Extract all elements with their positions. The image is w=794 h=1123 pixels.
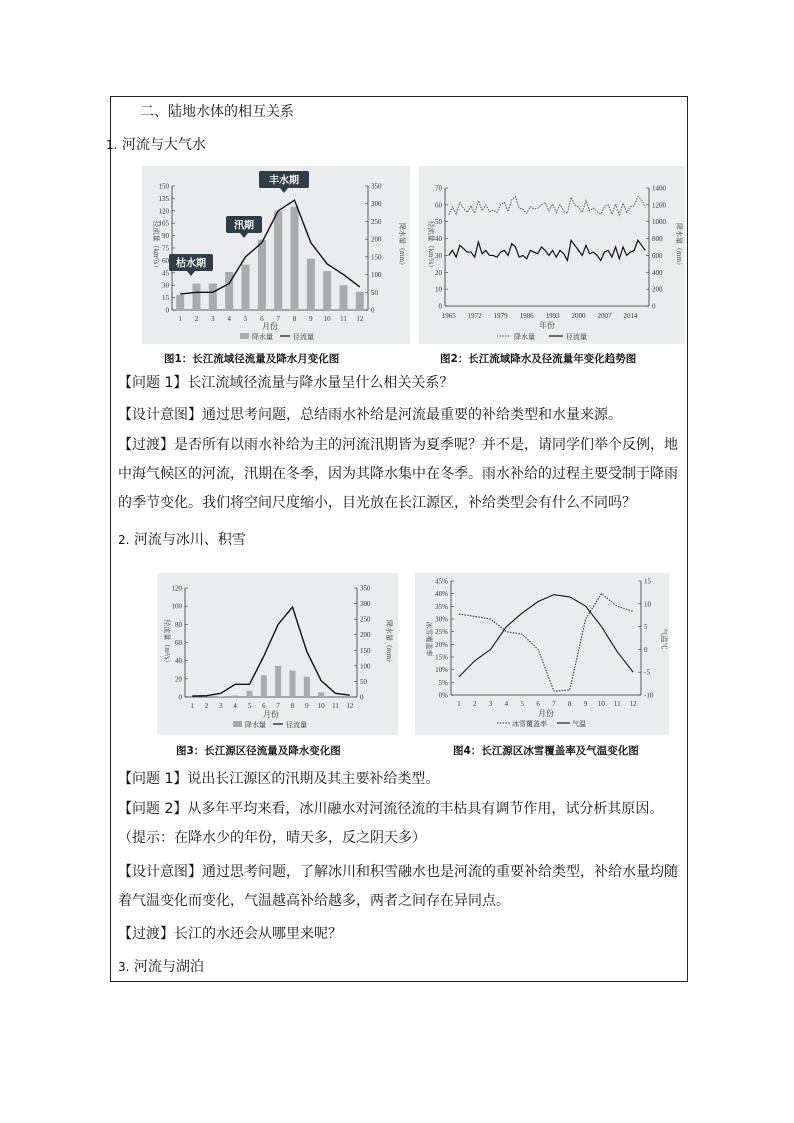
left-tick-label: 80 bbox=[175, 620, 182, 629]
label-wet-season: 丰水期 bbox=[269, 175, 299, 187]
label-flood-season: 汛期 bbox=[234, 220, 254, 232]
precip-bar bbox=[176, 295, 184, 310]
precip-bar bbox=[318, 692, 324, 697]
y-left-label: 径流量（km³/s） bbox=[152, 220, 160, 272]
left-tick-label: 60 bbox=[435, 201, 442, 210]
left-tick-label: 30% bbox=[435, 615, 448, 624]
legend-runoff-label: 径流量 bbox=[293, 333, 314, 341]
precip-bar bbox=[242, 265, 250, 310]
x-tick-label: 3 bbox=[488, 700, 493, 708]
left-tick-label: 40 bbox=[435, 235, 442, 244]
precip-bar bbox=[356, 292, 364, 310]
x-tick-label: 12 bbox=[346, 702, 354, 710]
right-tick-label: -10 bbox=[644, 691, 654, 700]
x-tick-label: 9 bbox=[309, 315, 313, 323]
left-tick-label: 20 bbox=[175, 675, 182, 684]
x-tick-label: 6 bbox=[262, 702, 266, 710]
left-tick-label: 15 bbox=[162, 294, 169, 303]
x-tick-label: 4 bbox=[504, 700, 509, 708]
y-right-label: 降水量（mm） bbox=[385, 620, 393, 666]
left-tick-label: 60 bbox=[175, 639, 182, 647]
x-tick-label: 7 bbox=[276, 702, 280, 710]
legend-ice-label: 冰雪覆盖率 bbox=[512, 720, 547, 728]
x-tick-label: 3 bbox=[211, 315, 215, 323]
y-right-label: 降水量（mm） bbox=[398, 223, 406, 269]
left-tick-label: 45% bbox=[435, 577, 448, 586]
question-2-paragraph: 【问题 2】从多年平均来看，冰川融水对河流径流的丰枯具有调节作用，试分析其原因。（提示：在降水少的年份，晴天多，反之阴天多） bbox=[118, 801, 664, 846]
right-tick-label: 1400 bbox=[652, 184, 666, 193]
left-tick-label: 30 bbox=[435, 251, 442, 260]
precip-bar bbox=[193, 284, 201, 310]
figure-4-chart bbox=[415, 573, 669, 735]
x-axis-label: 月份 bbox=[263, 710, 279, 719]
right-tick-label: 250 bbox=[371, 217, 382, 226]
x-tick-label: 10 bbox=[317, 702, 325, 710]
right-tick-label: 0 bbox=[644, 645, 648, 654]
question-1-source-paragraph: 【问题 1】说出长江源区的汛期及其主要补给类型。 bbox=[118, 771, 440, 787]
left-tick-label: 150 bbox=[158, 182, 169, 191]
precip-bar bbox=[218, 696, 224, 697]
x-tick-label: 2 bbox=[194, 315, 199, 323]
x-tick-label: 5 bbox=[520, 700, 524, 708]
precip-bar bbox=[323, 271, 331, 310]
legend-temp-label: 气温 bbox=[572, 720, 586, 728]
x-tick-label: 1 bbox=[190, 702, 194, 710]
x-tick-label: 10 bbox=[323, 315, 331, 323]
legend-runoff-label: 径流量 bbox=[566, 333, 587, 341]
subsection-3-heading: 3. 河流与湖泊 bbox=[118, 959, 204, 975]
x-tick-label: 4 bbox=[233, 702, 237, 710]
right-tick-label: 10 bbox=[644, 600, 651, 609]
left-tick-label: 90 bbox=[162, 232, 169, 241]
precip-bar bbox=[291, 207, 299, 310]
right-tick-label: 100 bbox=[371, 271, 382, 280]
right-tick-label: 200 bbox=[652, 285, 663, 294]
precip-bar bbox=[232, 695, 238, 697]
right-tick-label: 15 bbox=[644, 577, 651, 586]
x-tick-label: 6 bbox=[536, 700, 540, 708]
precip-bar bbox=[247, 691, 253, 697]
right-tick-label: 0 bbox=[652, 302, 656, 311]
right-tick-label: 300 bbox=[360, 600, 371, 609]
x-tick-label: 11 bbox=[613, 700, 621, 708]
design-intent-paragraph: 【设计意图】通过思考问题，总结雨水补给是河流最重要的补给类型和水量来源。 bbox=[118, 407, 622, 423]
left-tick-label: 100 bbox=[171, 602, 182, 611]
legend-precip-swatch bbox=[240, 333, 249, 339]
precip-bar bbox=[258, 240, 266, 310]
x-tick-label: 1 bbox=[457, 700, 461, 708]
left-tick-label: 60 bbox=[162, 256, 169, 265]
y-right-label: 气温℃ bbox=[660, 628, 668, 650]
right-tick-label: 600 bbox=[652, 251, 663, 260]
x-tick-label: 1986 bbox=[519, 312, 534, 320]
y-left-label: 径流量（km³/s） bbox=[427, 220, 435, 272]
x-tick-label: 7 bbox=[276, 315, 280, 323]
x-tick-label: 2007 bbox=[597, 312, 612, 320]
left-tick-label: 0 bbox=[438, 302, 442, 311]
x-tick-label: 12 bbox=[629, 700, 637, 708]
x-tick-label: 8 bbox=[292, 315, 297, 323]
left-tick-label: 135 bbox=[158, 194, 169, 203]
left-tick-label: 120 bbox=[158, 207, 169, 216]
precip-bar bbox=[340, 285, 348, 310]
x-axis-label: 月份 bbox=[538, 709, 554, 718]
x-axis-label: 年份 bbox=[539, 321, 555, 330]
precip-bar bbox=[304, 677, 310, 697]
x-tick-label: 11 bbox=[340, 315, 347, 323]
legend-runoff-label: 径流量 bbox=[286, 721, 307, 729]
left-tick-label: 0 bbox=[165, 306, 169, 315]
x-tick-label: 5 bbox=[243, 315, 248, 323]
left-tick-label: 45 bbox=[162, 269, 169, 278]
transition-paragraph: 【过渡】是否所有以雨水补给为主的河流汛期皆为夏季呢？并不是，请同学们举个反例，地中海气候区的河流，汛期在冬季，因为其降水集中在冬季。雨水补给的过程主要受制于降雨的季节变化。我们将空间尺度缩小，目光放在长江源区，补给类型会有什么不同吗？ bbox=[118, 437, 678, 511]
x-tick-label: 6 bbox=[260, 315, 264, 323]
left-tick-label: 35% bbox=[435, 602, 448, 611]
right-tick-label: 350 bbox=[360, 584, 371, 593]
right-tick-label: 50 bbox=[371, 288, 378, 297]
left-tick-label: 105 bbox=[158, 219, 169, 228]
right-tick-label: 5 bbox=[644, 623, 648, 632]
x-tick-label: 10 bbox=[597, 700, 605, 708]
x-tick-label: 9 bbox=[305, 702, 309, 710]
left-tick-label: 5% bbox=[438, 678, 448, 687]
legend-precip-label: 降水量 bbox=[252, 333, 273, 341]
right-tick-label: -5 bbox=[644, 668, 650, 677]
right-tick-label: 250 bbox=[360, 615, 371, 624]
left-tick-label: 120 bbox=[171, 584, 182, 593]
left-tick-label: 20 bbox=[435, 268, 442, 277]
right-tick-label: 300 bbox=[371, 200, 382, 209]
precip-bar bbox=[290, 671, 296, 697]
x-tick-label: 12 bbox=[356, 315, 364, 323]
question-1-paragraph: 【问题 1】长江流域径流量与降水量呈什么相关关系？ bbox=[118, 375, 454, 391]
x-tick-label: 2000 bbox=[571, 312, 586, 320]
figure-1-chart bbox=[142, 166, 410, 344]
y-right-label: 降水量（mm） bbox=[675, 223, 683, 269]
x-tick-label: 1 bbox=[178, 315, 182, 323]
precip-bar bbox=[261, 675, 267, 697]
x-tick-label: 4 bbox=[227, 315, 231, 323]
x-tick-label: 7 bbox=[552, 700, 556, 708]
left-tick-label: 15% bbox=[435, 653, 448, 662]
right-tick-label: 0 bbox=[371, 306, 375, 315]
y-left-label: 冰雪覆盖率 bbox=[425, 621, 433, 657]
x-tick-label: 2 bbox=[473, 700, 477, 708]
right-tick-label: 800 bbox=[652, 235, 663, 244]
x-tick-label: 1979 bbox=[493, 312, 508, 320]
figure-3-caption: 图3：长江源区径流量及降水变化图 bbox=[176, 745, 341, 757]
right-tick-label: 200 bbox=[371, 235, 382, 244]
x-tick-label: 1993 bbox=[545, 312, 560, 320]
left-tick-label: 30 bbox=[162, 281, 169, 290]
left-tick-label: 10% bbox=[435, 666, 448, 675]
right-tick-label: 100 bbox=[360, 662, 371, 671]
x-tick-label: 1965 bbox=[441, 312, 456, 320]
right-tick-label: 0 bbox=[360, 693, 364, 702]
left-tick-label: 0% bbox=[438, 691, 448, 700]
x-axis-label: 月份 bbox=[262, 322, 278, 331]
right-tick-label: 1200 bbox=[652, 201, 666, 210]
x-tick-label: 1972 bbox=[467, 312, 482, 320]
label-dry-season: 枯水期 bbox=[176, 258, 206, 270]
x-tick-label: 5 bbox=[247, 702, 252, 710]
figure-2-caption: 图2：长江流域降水及径流量年变化趋势图 bbox=[440, 353, 637, 365]
transition-2-paragraph: 【过渡】长江的水还会从哪里来呢？ bbox=[118, 926, 342, 942]
x-tick-label: 3 bbox=[219, 702, 223, 710]
precip-bar bbox=[307, 259, 315, 310]
y-left-label: 径流量（m³/s） bbox=[163, 619, 171, 667]
x-tick-label: 11 bbox=[332, 702, 339, 710]
right-tick-label: 400 bbox=[652, 268, 663, 277]
left-tick-label: 10 bbox=[435, 285, 442, 294]
x-tick-label: 2014 bbox=[623, 312, 638, 320]
section-title: 二、陆地水体的相互关系 bbox=[140, 104, 294, 120]
x-tick-label: 9 bbox=[583, 700, 588, 708]
right-tick-label: 50 bbox=[360, 677, 367, 686]
left-tick-label: 20% bbox=[435, 640, 448, 649]
x-tick-label: 8 bbox=[568, 700, 572, 708]
subsection-1-heading: 1. 河流与大气水 bbox=[106, 137, 206, 153]
left-tick-label: 70 bbox=[435, 184, 442, 193]
subsection-2-heading: 2. 河流与冰川、积雪 bbox=[118, 532, 246, 548]
precip-bar bbox=[274, 211, 282, 310]
right-tick-label: 350 bbox=[371, 182, 382, 191]
figure-4-caption: 图4：长江源区冰雪覆盖率及气温变化图 bbox=[453, 745, 639, 757]
right-tick-label: 1000 bbox=[652, 218, 666, 227]
x-tick-label: 2 bbox=[204, 702, 209, 710]
design-intent-2-paragraph: 【设计意图】通过思考问题，了解冰川和积雪融水也是河流的重要补给类型，补给水量均随着气温变化而变化，气温越高补给越多，两者之间存在异同点。 bbox=[118, 864, 678, 909]
legend-precip-label: 降水量 bbox=[514, 333, 535, 341]
x-tick-label: 8 bbox=[290, 702, 295, 710]
figure-3-chart bbox=[157, 573, 398, 735]
left-tick-label: 25% bbox=[435, 628, 448, 637]
legend-precip-swatch bbox=[233, 721, 242, 727]
precip-bar bbox=[333, 696, 339, 697]
figure-2-chart bbox=[419, 166, 685, 344]
figure-1-caption: 图1：长江流域径流量及降水月变化图 bbox=[164, 353, 340, 365]
left-tick-label: 75 bbox=[162, 244, 169, 253]
right-tick-label: 150 bbox=[360, 646, 371, 655]
right-tick-label: 150 bbox=[371, 253, 382, 262]
left-tick-label: 50 bbox=[435, 218, 442, 227]
precip-bar bbox=[275, 666, 281, 697]
precip-bar bbox=[209, 284, 217, 310]
left-tick-label: 40 bbox=[175, 657, 182, 666]
left-tick-label: 0 bbox=[178, 693, 182, 702]
right-tick-label: 200 bbox=[360, 631, 371, 640]
legend-precip-label: 降水量 bbox=[245, 721, 266, 729]
left-tick-label: 40% bbox=[435, 590, 448, 599]
